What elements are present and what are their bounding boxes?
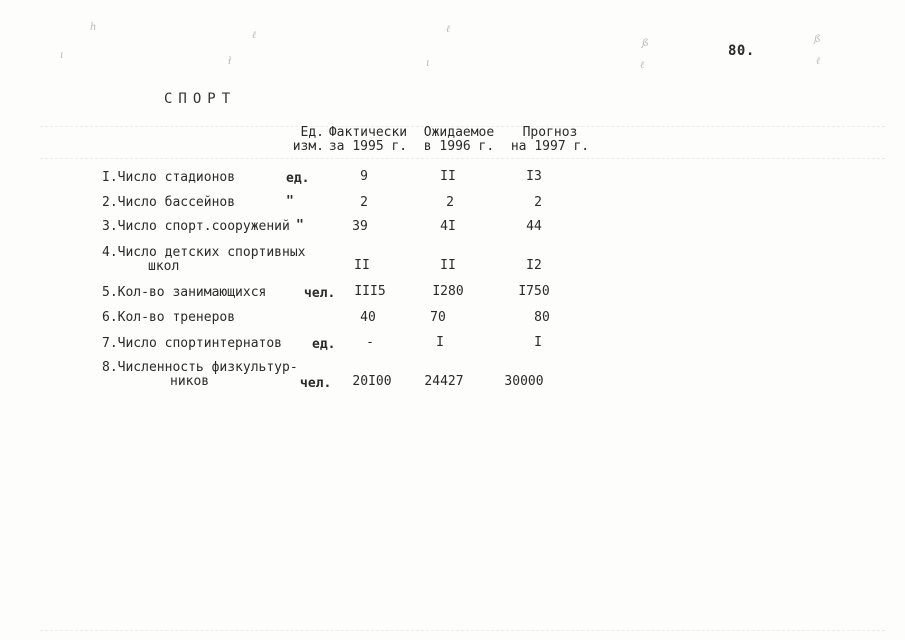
header-unit [280,126,324,154]
row-forecast: 44 [526,219,542,234]
header-forecast-line: Прогноз [522,125,578,140]
row-forecast: I2 [526,258,542,273]
row-actual: 2 [360,195,368,210]
header-forecast [504,126,596,154]
page-number: 80. [728,43,755,59]
row-forecast: 80 [534,310,550,325]
row-forecast: 2 [534,195,542,210]
header-expected-line: в 1996 г. [423,139,495,154]
row-actual: III5 [354,284,386,299]
scan-mark: ℓ [816,56,821,67]
header-actual-line: Фактически [328,125,408,140]
scan-mark: ß [642,38,649,49]
header-unit-line: Ед. [300,125,324,140]
row-label [102,311,235,325]
row-label-line: школ [148,259,180,274]
scan-mark: ℓ [252,30,257,41]
header-forecast-line: на 1997 г. [510,139,590,154]
row-forecast: 30000 [504,374,544,389]
row-label [102,286,266,300]
row-unit: ед. [286,171,310,186]
row-actual: - [366,335,374,350]
row-actual: 9 [360,169,368,184]
scan-mark: ℎ [90,22,97,33]
scan-mark: ℓ [446,24,451,35]
row-label-line: 7.Число спортинтернатов [102,336,283,351]
row-forecast: I3 [526,169,542,184]
row-label [102,196,235,210]
row-label [102,246,306,274]
row-label [102,337,282,351]
row-actual: 40 [360,310,376,325]
row-label-line: 6.Кол-во тренеров [102,310,236,325]
row-unit: " [286,194,294,209]
scan-mark: ı [60,50,64,61]
fold-line [40,630,885,631]
row-expected: 4I [440,219,456,234]
row-label [102,361,298,389]
fold-line [40,158,885,159]
row-expected: 24427 [424,374,464,389]
page-title: СПОРТ [164,91,237,107]
row-label-line: 3.Число спорт.сооружений [102,219,290,234]
header-expected [416,126,502,154]
row-unit: ед. [312,337,336,352]
row-unit: чел. [304,286,336,301]
row-label-line: I.Число стадионов [102,170,236,185]
row-expected: II [440,169,456,184]
row-label [102,171,235,185]
row-actual: 39 [352,219,368,234]
row-expected: I [436,335,444,350]
row-label-line: 2.Число бассейнов [102,195,236,210]
scan-mark: ℓ [640,60,645,71]
row-expected: I280 [432,284,464,299]
scan-mark: ł [228,56,232,67]
row-label-line: 5.Кол-во занимающихся [102,285,267,300]
row-label [102,220,290,234]
row-expected: 2 [446,195,454,210]
row-actual: 20I00 [352,374,392,389]
row-forecast: I [534,335,542,350]
row-expected: 70 [430,310,446,325]
header-actual [322,126,414,154]
row-forecast: I750 [518,284,550,299]
row-label-line: 4.Число детских спортивных [102,245,306,260]
row-label-line: ников [170,374,210,389]
row-unit: " [296,218,304,233]
scan-mark: ß [814,34,821,45]
row-actual: II [354,258,370,273]
header-actual-line: за 1995 г. [328,139,408,154]
row-unit: чел. [300,376,332,391]
scan-mark: ı [426,58,430,69]
header-expected-line: Ожидаемое [423,125,495,140]
header-unit-line: изм. [292,139,324,154]
row-expected: II [440,258,456,273]
row-label-line: 8.Численность физкультур- [102,360,298,375]
